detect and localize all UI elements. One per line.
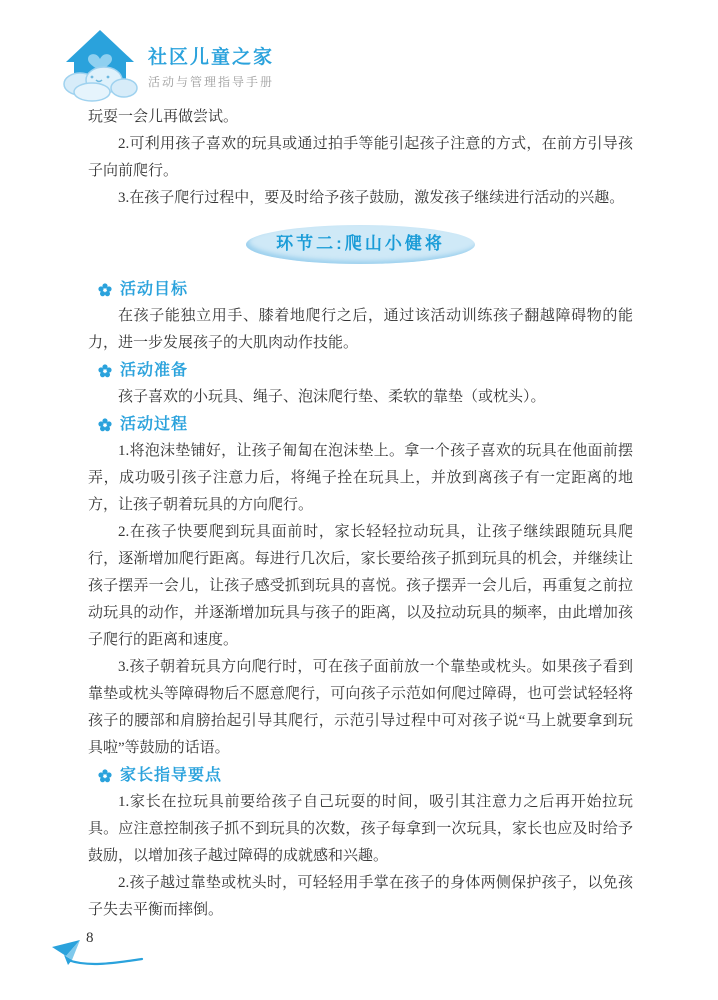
page-content [88,104,633,924]
flower-bullet-icon [98,364,112,378]
section-badge: 环节二:爬山小健将 [246,225,475,264]
page-footer [50,930,190,978]
body-paragraph: 1.家长在拉玩具前要给孩子自己玩耍的时间，吸引其注意力之后再开始拉玩具。应注意控制孩子抓不到玩具的次数，孩子每拿到一次玩具，家长也应及时给予鼓励，以增加孩子越过障碍的成就感和兴趣。 [88,794,633,864]
brand-title: 社区儿童之家 [148,47,275,68]
section-heading-label: 活动过程 [120,416,189,433]
brand-titles [148,28,274,90]
section-heading-activity-goal [98,276,633,303]
body-paragraph: 2.在孩子快要爬到玩具面前时，家长轻轻拉动玩具，让孩子继续跟随玩具爬行，逐渐增加爬行距离。每进行几次后，家长要给孩子抓到玩具的机会，并继续让孩子摆弄一会儿，让孩子感受抓到玩具的喜悦。孩子摆弄一会儿后，再重复之前拉动玩具的动作，并逐渐增加玩具与孩子的距离，以及拉动玩具的频率，由此增加孩子爬行的距离和速度。 [88,524,633,648]
body-paragraph: 1.将泡沫垫铺好，让孩子匍匐在泡沫垫上。拿一个孩子喜欢的玩具在他面前摆弄，成功吸引孩子注意力后，将绳子拴在玩具上，并放到离孩子有一定距离的地方，让孩子朝着玩具的方向爬行。 [88,443,633,513]
body-paragraph: 在孩子能独立用手、膝着地爬行之后，通过该活动训练孩子翻越障碍物的能力，进一步发展孩子的大肌肉动作技能。 [88,308,633,351]
flower-bullet-icon [98,283,112,297]
section-heading-parent-guidance [98,762,633,789]
page-number: 8 [86,930,94,946]
brand-subtitle: 活动与管理指导手册 [148,75,275,89]
intro-paragraph: 3.在孩子爬行过程中，要及时给予孩子鼓励，激发孩子继续进行活动的兴趣。 [118,190,625,206]
page-header [58,28,274,102]
body-paragraph: 2.孩子越过靠垫或枕头时，可轻轻用手掌在孩子的身体两侧保护孩子，以免孩子失去平衡而摔倒。 [88,875,633,918]
intro-paragraph: 2.可利用孩子喜欢的玩具或通过拍手等能引起孩子注意的方式，在前方引导孩子向前爬行。 [88,136,633,179]
section-badge-row [88,225,633,264]
house-clouds-logo-icon [58,28,142,102]
flower-bullet-icon [98,418,112,432]
section-heading-activity-preparation [98,357,633,384]
paper-airplane-icon [50,938,190,974]
section-heading-label: 家长指导要点 [120,767,223,784]
body-paragraph: 孩子喜欢的小玩具、绳子、泡沫爬行垫、柔软的靠垫（或枕头）。 [118,389,546,405]
section-heading-label: 活动目标 [120,281,189,298]
flower-bullet-icon [98,769,112,783]
intro-paragraph: 玩耍一会儿再做尝试。 [88,109,239,125]
body-paragraph: 3.孩子朝着玩具方向爬行时，可在孩子面前放一个靠垫或枕头。如果孩子看到靠垫或枕头等障碍物后不愿意爬行，可向孩子示范如何爬过障碍，也可尝试轻轻将孩子的腰部和肩膀抬起引导其爬行，示范引导过程中可对孩子说“马上就要拿到玩具啦”等鼓励的话语。 [88,659,633,756]
section-heading-label: 活动准备 [120,362,189,379]
section-heading-activity-process [98,411,633,438]
